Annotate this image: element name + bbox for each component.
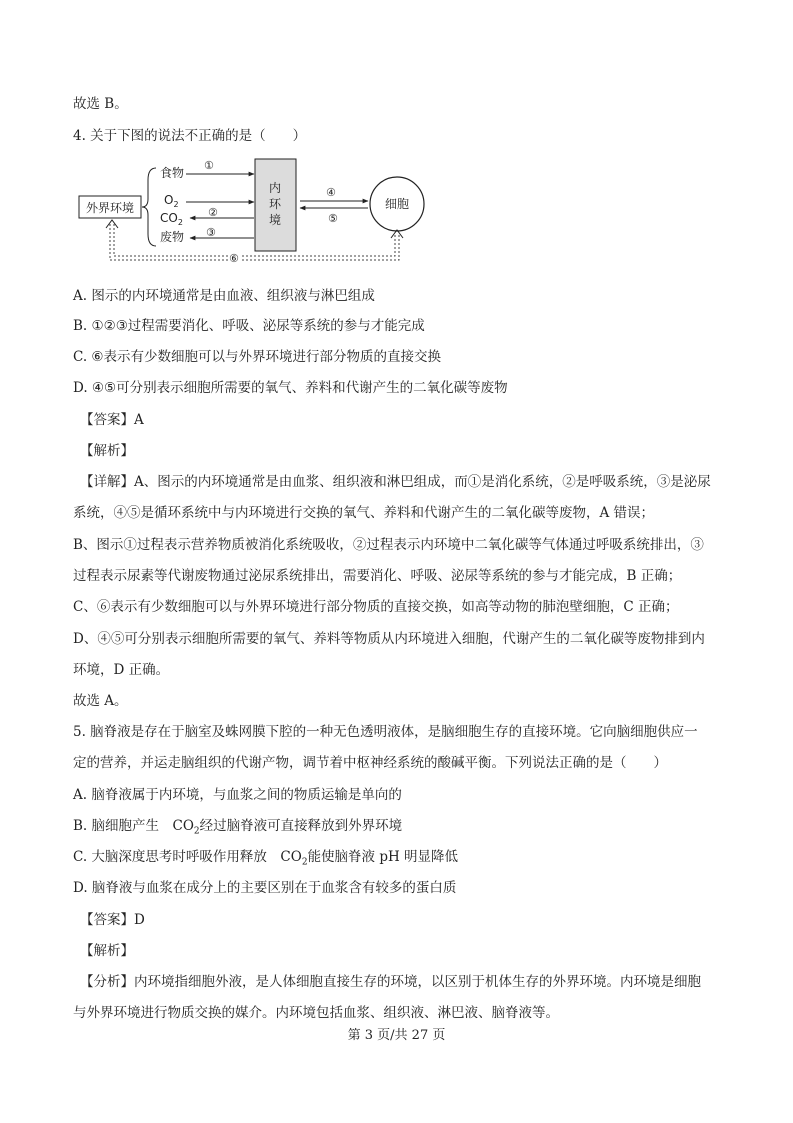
detail-line: D、④⑤可分别表示细胞所需要的氧气、养料等物质从内环境进入细胞，代谢产生的二氧化碳等废物排到内: [73, 631, 705, 647]
svg-text:境: 境: [268, 213, 282, 227]
brace: [142, 168, 156, 246]
label-5: ⑤: [328, 212, 338, 225]
option-a: A. 脑脊液属于内环境，与血浆之间的物质运输是单向的: [73, 787, 402, 803]
detail-line: B、图示①过程表示营养物质被消化系统吸收，②过程表示内环境中二氧化碳等气体通过呼吸系统排出，③: [73, 537, 704, 553]
option-c: C. 大脑深度思考时呼吸作用释放 $CO_2$能使脑脊液 pH 明显降低: [73, 849, 459, 868]
detail-line: C、⑥表示有少数细胞可以与外界环境进行部分物质的直接交换，如高等动物的肺泡壁细胞，C 正确；: [73, 599, 679, 615]
label-4: ④: [326, 186, 336, 199]
label-3: ③: [206, 226, 216, 239]
text-line: 故选 B。: [73, 96, 128, 112]
answer: 【答案】A: [80, 412, 144, 428]
co2-label: $CO_2$: [160, 211, 183, 227]
svg-text:环: 环: [268, 197, 282, 211]
detail-line: 系统，④⑤是循环系统中与内环境进行交换的氧气、养料和代谢产生的二氧化碳等废物，A 错误；: [73, 505, 655, 521]
answer: 【答案】D: [80, 912, 145, 928]
page-footer: 第 3 页/共 27 页: [347, 1028, 446, 1043]
question-5-cont: 定的营养，并运走脑组织的代谢产物，调节着中枢神经系统的酸碱平衡。下列说法正确的是（ ）: [73, 755, 667, 771]
food-label: 食物: [160, 166, 185, 180]
detail-line: 环境，D 正确。: [73, 662, 170, 678]
cell-label: 细胞: [384, 197, 410, 211]
option-a: A. 图示的内环境通常是由血液、组织液与淋巴组成: [73, 288, 375, 304]
option-d: D. 脑脊液与血浆在成分上的主要区别在于血浆含有较多的蛋白质: [73, 880, 457, 896]
option-c: C. ⑥表示有少数细胞可以与外界环境进行部分物质的直接交换: [73, 349, 442, 365]
question-5: 5. 脑脊液是存在于脑室及蛛网膜下腔的一种无色透明液体，是脑细胞生存的直接环境。它向脑细胞供应一: [73, 724, 698, 740]
question-4: 4. 关于下图的说法不正确的是（ ）: [73, 128, 307, 144]
analysis-line: 【分析】内环境指细胞外液，是人体细胞直接生存的环境，以区别于机体生存的外界环境。内环境是细胞: [80, 974, 701, 990]
analysis-heading: 【解析】: [80, 443, 134, 459]
option-b: B. ①②③过程需要消化、呼吸、泌尿等系统的参与才能完成: [73, 318, 425, 334]
option-d: D. ④⑤可分别表示细胞所需要的氧气、养料和代谢产生的二氧化碳等废物: [73, 380, 508, 396]
label-6: ⑥: [229, 252, 239, 265]
analysis-line: 与外界环境进行物质交换的媒介。内环境包括血浆、组织液、淋巴液、脑脊液等。: [73, 1005, 559, 1021]
detail-line: 过程表示尿素等代谢废物通过泌尿系统排出，需要消化、呼吸、泌尿等系统的参与才能完成，B 正确；: [73, 568, 682, 584]
analysis-heading: 【解析】: [80, 943, 134, 959]
text-line: 故选 A。: [73, 693, 128, 709]
o2-label: $O_2$: [164, 193, 179, 209]
waste-label: 废物: [160, 230, 185, 244]
detail-line: 【详解】A、图示的内环境通常是由血浆、组织液和淋巴组成，而①是消化系统，②是呼吸系统，③是泌尿: [80, 474, 711, 490]
label-2: ②: [208, 206, 218, 219]
option-b: B. 脑细胞产生 $CO_2$经过脑脊液可直接释放到外界环境: [73, 818, 403, 837]
svg-text:内: 内: [268, 181, 282, 195]
label-1: ①: [204, 159, 214, 172]
external-environment-label: 外界环境: [85, 201, 135, 215]
internal-environment-diagram: [78, 156, 440, 272]
